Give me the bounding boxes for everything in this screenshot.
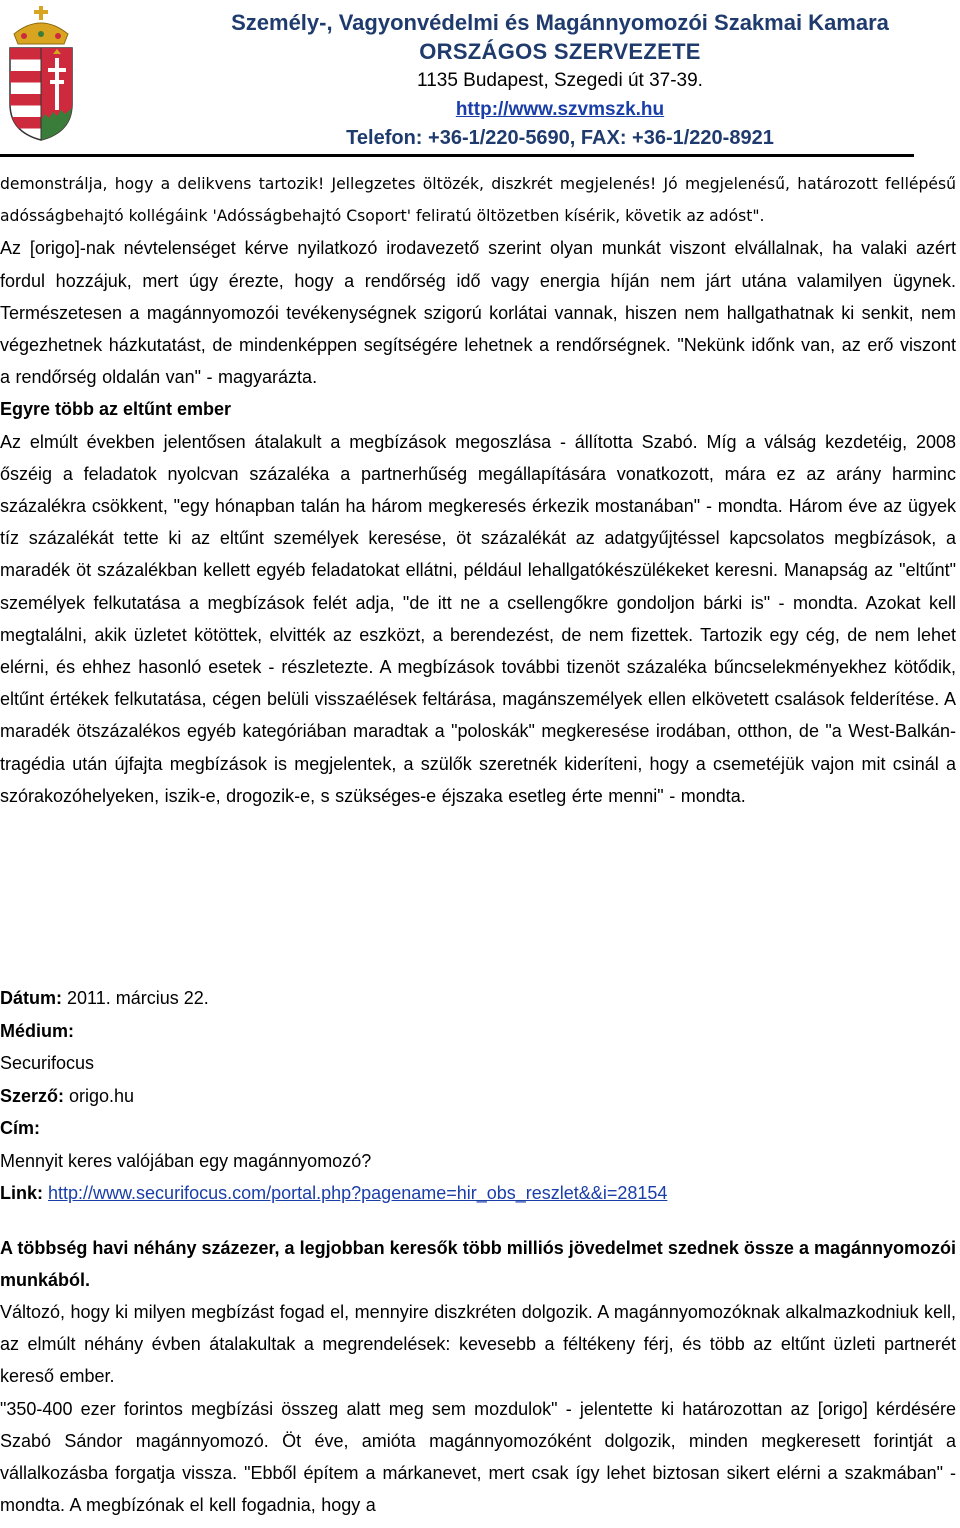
letterhead [0, 0, 960, 160]
date-label: Dátum: [0, 988, 62, 1008]
title-label-line [0, 1112, 956, 1145]
spacer [0, 1210, 956, 1232]
source-metadata [0, 982, 956, 1521]
title-value: Mennyit keres valójában egy magánnyomozó? [0, 1150, 372, 1171]
date-line [0, 982, 956, 1015]
article-2-paragraph-2: "350-400 ezer forintos megbízási összeg alatt meg sem mozdulok" - jelentette ki határozottan az [origo] kérdésére Szabó Sándor magánnyomozó. Öt éve, amióta magánnyomozóként dolgozik, minden megkeresett forintját a vállalkozásba forgatja vissza. "Ebből építem a márkanevet, mert csak így lehet biztosan sikert elérni a szakmában" - mondta. A megbízónak el kell fogadnia, hogy a [0, 1398, 956, 1516]
section-heading: Egyre több az eltűnt ember [0, 399, 232, 420]
organization-unit: ORSZÁGOS SZERVEZETE [419, 39, 701, 64]
title-label: Cím: [0, 1118, 40, 1138]
medium-label-line [0, 1015, 956, 1048]
article-lead: A többség havi néhány százezer, a legjobban keresők több milliós jövedelmet szednek össze a magánnyomozói munkából. [0, 1237, 956, 1290]
organization-phone-fax: Telefon: +36-1/220-5690, FAX: +36-1/220-8921 [346, 127, 774, 149]
organization-name: Személy-, Vagyonvédelmi és Magánnyomozói Szakmai Kamara [231, 10, 889, 35]
medium-value: Securifocus [0, 1053, 95, 1073]
link-label: Link: [0, 1183, 43, 1203]
link-line [0, 1177, 956, 1210]
hungarian-coat-of-arms-icon [4, 4, 78, 142]
paragraph-1: demonstrálja, hogy a delikvens tartozik! Jellegzetes öltözék, diszkrét megjelenés! Jó megjelenésű, határozott fellépésű adósságbehajtó kollégáink 'Adósságbehajtó Csoport' feliratú öltözetben kísérik, követik az adóst". [0, 175, 956, 226]
paragraph-3: Az elmúlt években jelentősen átalakult a megbízások megoszlása - állította Szabó. Míg a válság kezdetéig, 2008 őszéig a feladatok nyolcvan százaléka a partnerhűség megállapítására vonatkozott, mára ez az arány harminc százalékra csökkent, "egy hónapban talán ha három megkeresés érkezik mostanában" - mondta. Három éve az ügyek tíz százalékát tette ki az eltűnt személyek keresése, öt százalékát az adatgyűjtéssel kapcsolatos megbízások, a maradék öt százalékban kellett egyéb feladatokat ellátni, például lehallgatókészülékeket keresni. Manapság az "eltűnt" személyek felkutatása a megbízások felét adja, "de itt ne a csellengőkre gondoljon bárki is" - mondta. Azokat kell megtalálni, akik üzletet kötöttek, elvitték az eszközt, a berendezést, de nem fizettek. Tartozik egy cég, de nem lehet elérni, és ehhez hasonló esetek - részletezte. A megbízások további tizenöt százaléka bűncselekményekhez kötődik, eltűnt értékek felkutatása, cégen belüli visszaélések feltárása, magánszemélyek ellen elkövetett csalások felderítése. A maradék ötszázalékos egyéb kategóriában maradtak a "poloskák" megkeresése irodában, otthon, de "a West-Balkán-tragédia után újfajta megbízások is megjelentek, a szülők szeretnék kideríteni, hogy a csemetéjük vajon mit csinál a szórakozóhelyeken, iszik-e, drogozik-e, s szükséges-e éjszaka esetleg érte menni" - mondta. [0, 431, 956, 806]
source-link[interactable]: http://www.securifocus.com/portal.php?pagename=hir_obs_reszlet&&i=28154 [48, 1183, 668, 1203]
header-divider [0, 154, 914, 157]
author-label: Szerző: [0, 1085, 65, 1106]
article-2-paragraph-1: Változó, hogy ki milyen megbízást fogad el, mennyire diszkréten dolgozik. A magánnyomozóknak alkalmazkodniuk kell, az elmúlt néhány évben átalakultak a megrendelések: kevesebb a féltékeny férj, és több az eltűnt üzleti partnerét kereső ember. [0, 1301, 956, 1387]
date-value: 2011. március 22. [62, 988, 209, 1008]
author-value: origo.hu [64, 1085, 135, 1106]
article-body [0, 168, 956, 812]
paragraph-2: Az [origo]-nak névtelenséget kérve nyilatkozó irodavezető szerint olyan munkát viszont elvállalnak, ha valaki azért fordul hozzájuk, mert úgy érezte, hogy a rendőrség idő vagy energia híján nem járt utána valamilyen ügynek. Természetesen a magánnyomozói tevékenységnek szigorú korlátai vannak, hiszen nem hallgathatnak ki senkit, nem végezhetnek házkutatást, de mindenképpen segítségére lehetnek a rendőrségnek. "Nekünk időnk van, az erő viszont a rendőrség oldalán van" - magyarázta. [0, 238, 956, 388]
organization-address: 1135 Budapest, Szegedi út 37-39. [417, 70, 703, 91]
organization-website-link[interactable]: http://www.szvmszk.hu [455, 99, 665, 120]
author-line [0, 1080, 956, 1113]
medium-label: Médium: [0, 1020, 74, 1041]
organization-block [170, 8, 950, 153]
